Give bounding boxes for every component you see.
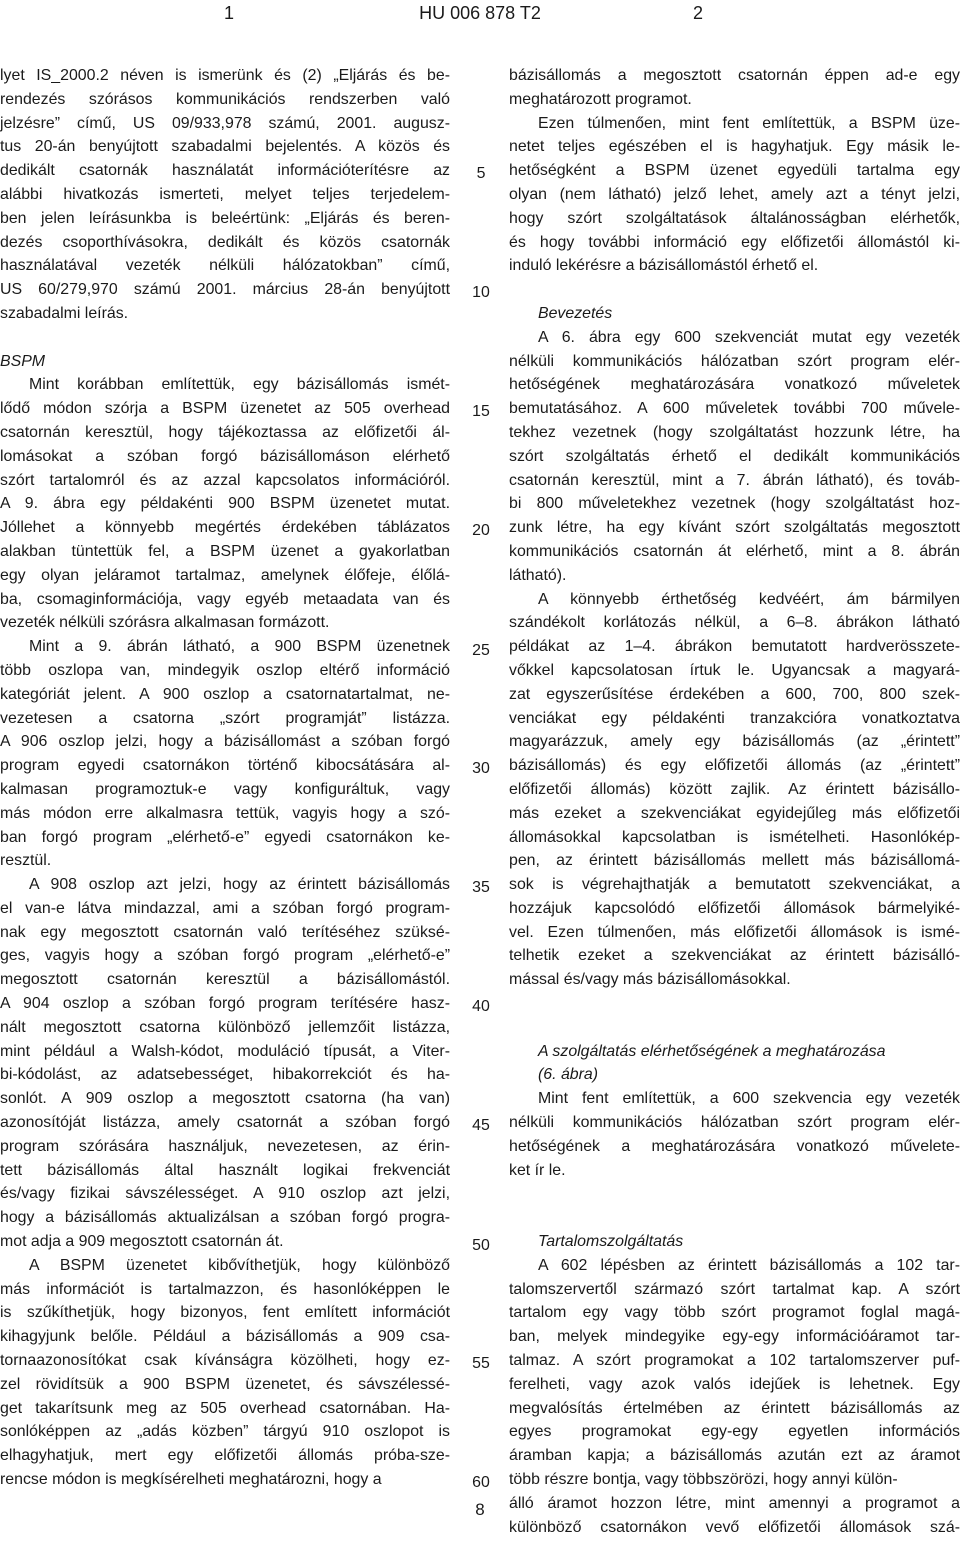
text-line: talmaz. A szórt programokat a 102 tartalomszerver puf- — [509, 1352, 960, 1370]
text-line: olyan (nem látható) jelző lehet, amely azt a tényt jelzi, — [509, 185, 960, 203]
text-line: több részre bontja, vagy többszörözi, hogy annyi külön- — [509, 1471, 898, 1489]
text-line: Mint korábban említettük, egy bázisállomás ismét- — [29, 376, 450, 394]
line-number: 55 — [472, 1355, 490, 1372]
text-line: szabadalmi leírás. — [0, 304, 129, 322]
text-line: A 9. ábra egy példakénti 900 BSPM üzenetet mutat. — [0, 495, 450, 513]
text-line: hetőségének meghatározására vonatkozó műveletek — [509, 376, 960, 394]
text-line: vőkkel kapcsolatosan írtuk le. Ugyancsak a magyará- — [509, 661, 960, 679]
text-line — [509, 278, 960, 302]
text-line: mint például a Walsh-kódot, moduláció típusát, a Viter- — [0, 1042, 450, 1060]
text-line: jelzésre” című, US 09/933,978 számú, 2001. augusz- — [0, 114, 450, 132]
text-line: hogy a bázisállomás aktualizálsan a szóban forgó progra- — [0, 1209, 450, 1227]
text-line: különböző csatornákon vevő előfizetői állomások szá- — [509, 1518, 960, 1536]
text-line: példákat az 1–4. ábrákon bemutatott hardverösszete- — [509, 638, 960, 656]
text-line: tartalom egy vagy több szórt programot foglal magá- — [509, 1304, 960, 1322]
line-number: 35 — [472, 879, 490, 896]
text-line — [509, 992, 960, 1016]
text-line: is szűkíthetjük, hogy bizonyos, fent említett információt — [0, 1304, 450, 1322]
text-line: bemutatásához. A 600 műveletek további 700 művele- — [509, 400, 960, 418]
text-line: nált megosztott csatorna különböző jellemzőit listázza, — [0, 1018, 450, 1036]
text-line: szórt tartalomról és az azzal kapcsolatos információról. — [0, 471, 450, 489]
text-line: kategóriát jelent. A 900 oszlop a csatornatartalmat, ne- — [0, 685, 450, 703]
text-line: szándékolt korlátozás nélkül, a 6–8. ábrákon látható — [509, 614, 960, 632]
text-line: kihagyjunk belőle. Például a bázisállomás a 909 csa- — [0, 1328, 450, 1346]
text-line: US 60/279,970 számú 2001. március 28-án benyújtott — [0, 281, 450, 299]
text-line: csatornán keresztül, mint a 7. ábrán látható), és továb- — [509, 471, 960, 489]
line-number: 10 — [472, 284, 490, 301]
text-line: el van-e látva mindazzal, ami a szóban forgó program- — [0, 899, 450, 917]
text-line: állomásokkal kapcsolatban is ismételheti. Hasonlókép- — [509, 828, 960, 846]
text-line — [509, 1016, 960, 1040]
text-line: get takarítsunk meg az 505 overhead csatornában. Ha- — [0, 1399, 450, 1417]
text-line: több oszlopa van, mindegyik oszlop eltérő információ — [0, 661, 450, 679]
text-line: tekhez vezetnek (hogy szolgáltatást hozzunk létre, ha — [509, 423, 960, 441]
text-line: hozzájuk kapcsolódó előfizetői állomások bármelyiké- — [509, 899, 960, 917]
text-line: ket ír le. — [509, 1161, 566, 1179]
text-line: Mint fent említettük, a 600 szekvencia egy vezeték — [538, 1090, 960, 1108]
text-line: tus 20-án benyújtott szabadalmi bejelentés. A közös és — [0, 138, 450, 156]
text-line: program szórására használjuk, nevezetesen, az érin- — [0, 1137, 450, 1155]
text-line: nak egy megosztott csatornán való terítéséhez szüksé- — [0, 923, 450, 941]
text-line: szórt szolgáltatás érhető el dedikált kommunikációs — [509, 447, 960, 465]
text-line: elhagyhatjuk, mert egy előfizetői állomás próba-sze- — [0, 1447, 450, 1465]
header-page-left: 1 — [224, 3, 235, 23]
line-number: 20 — [472, 522, 490, 539]
text-line: más információt is tartalmazzon, és hasonlóképpen le — [0, 1280, 450, 1298]
text-line: telhetik ezeket a szekvenciákat az érintett bázisálló- — [509, 947, 960, 965]
text-line: ban, melyek mindegyike egy-egy információáramot tar- — [509, 1328, 960, 1346]
header-patent-id: HU 006 878 T2 — [419, 3, 541, 23]
text-line: tett bázisállomás által használt logikai frekvenciát — [0, 1161, 450, 1179]
text-line: resztül. — [0, 852, 52, 870]
text-line: pen, az érintett bázisállomás mellett más bázisállomá- — [509, 852, 960, 870]
text-line: mot adja a 909 megosztott csatornán át. — [0, 1233, 284, 1251]
header-page-right: 2 — [693, 3, 704, 23]
line-number: 50 — [472, 1237, 490, 1254]
text-line: sonlóképpen az „adás közben” tárgyú 910 oszlopot is — [0, 1423, 450, 1441]
text-line: A 906 oszlop jelzi, hogy a bázisállomást a szóban forgó — [0, 733, 450, 751]
text-line: más ezeket a szekvenciákat egyidejűleg más előfizetői — [509, 804, 960, 822]
text-line: magyarázzuk, amely egy bázisállomás (az „érintett” — [509, 733, 960, 751]
text-line: alábbi hivatkozás ismerteti, melyet teljes terjedelem- — [0, 185, 450, 203]
line-number: 5 — [476, 165, 486, 182]
text-line: tornaazonosítókat csak kívánságra közölheti, hogy ez- — [0, 1352, 450, 1370]
text-line: hogy szórt szolgáltatások általánosságban elérhetők, — [509, 209, 960, 227]
text-line: dedikált csatornák használatát információterítésre az — [0, 162, 450, 180]
text-line: A 904 oszlop a szóban forgó program terítésére hasz- — [0, 995, 450, 1013]
text-line: hetőségként a BSPM üzenet egyedüli tartalma egy — [509, 162, 960, 180]
text-line: induló lekérésre a bázisállomástól érhető el. — [509, 257, 819, 275]
text-line: talomszervertől származó szórt tartalmat kap. A szórt — [509, 1280, 960, 1298]
text-line: bázisállomás a megosztott csatornán éppen ad-e egy — [509, 67, 960, 84]
text-line: venciákat egy példakénti tranzakcióra vonatkoztatva — [509, 709, 960, 727]
text-line: zunk létre, ha egy kívánt szórt szolgáltatás megosztott — [509, 519, 960, 537]
text-line: zat egyszerűsítése érdekében a 600, 700, 800 szek- — [509, 685, 960, 703]
text-line: kalmasan programoztuk-e vagy konfiguráltuk, vagy — [0, 780, 450, 798]
text-line: más módon erre alkalmasra tettük, vagyis hogy a szó- — [0, 804, 450, 822]
text-line: látható). — [509, 566, 567, 584]
text-line: A 908 oszlop azt jelzi, hogy az érintett bázisállomás — [29, 876, 450, 894]
text-line — [0, 326, 450, 350]
text-line: meghatározott programot. — [509, 90, 692, 108]
line-number: 15 — [472, 403, 490, 420]
text-line: és hogy további információ egy előfizetői állomástól ki- — [509, 233, 960, 251]
text-line: A 6. ábra egy 600 szekvenciát mutat egy vezeték — [538, 328, 960, 346]
text-line: rencse módon is megkísérelheti meghatározni, hogy a — [0, 1471, 382, 1489]
text-line: ban forgó program „elérhető-e” egyedi csatornákon ke- — [0, 828, 450, 846]
text-line: nélküli kommunikációs hálózatban szórt program elér- — [509, 1114, 960, 1132]
right-text-column — [509, 64, 960, 1539]
text-line: Ezen túlmenően, mint fent említettük, a BSPM üze- — [538, 114, 960, 132]
text-line: hetőségének a meghatározására vonatkozó művelete- — [509, 1137, 960, 1155]
text-line: megosztott csatornán keresztül a bázisállomástól. — [0, 971, 450, 989]
text-line: lomásokat a szóban forgó bázisállomáson elérhető — [0, 447, 450, 465]
text-line: áramban kapja; a bázisállomás azután ezt az áramot — [509, 1447, 960, 1465]
text-line — [509, 1182, 960, 1206]
text-line: A 602 lépésben az érintett bázisállomás a 102 tar- — [538, 1256, 960, 1274]
text-line: Jóllehet a könnyebb megértés érdekében táblázatos — [0, 519, 450, 537]
text-line: vezeték nélküli szórásra alkalmasan formázott. — [0, 614, 330, 632]
left-text-column — [0, 64, 450, 1492]
text-line: sonlót. A 909 oszlop a megosztott csatorna (ha van) — [0, 1090, 450, 1108]
text-line: egy olyan jeláramot tartalmaz, amelynek élőfeje, élőlá- — [0, 566, 450, 584]
footer-page-number: 8 — [475, 1500, 485, 1519]
text-line: A BSPM üzenetet kibővíthetjük, hogy különböző — [29, 1256, 450, 1274]
text-line: kommunikációs csatornán át elérhető, mint a 8. ábrán — [509, 542, 960, 560]
text-line: egyes programokat egy-egy egyetlen információs — [509, 1423, 960, 1441]
text-line: csatornán keresztül, hogy tájékoztassa az előfizetői ál- — [0, 423, 450, 441]
text-line: dezés csoporthívásokra, dedikált és közös csatornák — [0, 233, 450, 251]
text-line: A könnyebb érthetőség kedvéért, ám bármilyen — [538, 590, 960, 608]
line-number: 40 — [472, 998, 490, 1015]
line-number: 25 — [472, 642, 490, 659]
text-line: zel rövidítsük a 900 BSPM üzenetet, és sávszélessé- — [0, 1375, 450, 1393]
text-line: mással és/vagy más bázisállomásokkal. — [509, 971, 791, 989]
text-line: és/vagy fizikai sávszélességet. A 910 oszlop azt jelzi, — [0, 1185, 450, 1203]
text-line: BSPM — [0, 352, 46, 370]
line-number: 45 — [472, 1117, 490, 1134]
text-line: alakban tüntettük fel, a BSPM üzenet a gyakorlatban — [0, 542, 450, 560]
line-number: 30 — [472, 760, 490, 777]
text-line: Bevezetés — [538, 304, 613, 322]
text-line: Mint a 9. ábrán látható, a 900 BSPM üzenetnek — [29, 638, 450, 656]
text-line: vel. Ezen túlmenően, más előfizetői állomások is ismé- — [509, 923, 960, 941]
text-line: A szolgáltatás elérhetőségének a meghatározása — [538, 1042, 886, 1060]
text-line: álló áramot hozzon létre, mint amennyi a programot a — [509, 1494, 960, 1512]
text-line: előfizetői állomás) között zajlik. Az érintett bázisállo- — [509, 780, 960, 798]
text-line: program egyedi csatornákon történő kibocsátására al- — [0, 757, 450, 775]
text-line: sok is végrehajthatják a bemutatott szekvenciákat, a — [509, 876, 960, 894]
text-line: ba, csomaginformációja, vagy egyéb metaadata van és — [0, 590, 450, 608]
text-line — [509, 1206, 960, 1230]
text-line: megvalósítás értelmében az érintett bázisállomás az — [509, 1399, 960, 1417]
text-line: ben jelen leírásunkba is beleértünk: „Eljárás és beren- — [0, 209, 450, 227]
text-line: lyet IS_2000.2 néven is ismerünk és (2) „Eljárás és be- — [0, 67, 450, 84]
text-line: Tartalomszolgáltatás — [538, 1233, 684, 1251]
line-number: 60 — [472, 1474, 490, 1491]
text-line: lődő módon szórja a BSPM üzenetet az 505 overhead — [0, 400, 450, 418]
text-line: vezetesen a csatorna „szórt programját” listázza. — [0, 709, 450, 727]
text-line: ferelheti, vagy azok valós idejűek is lehetnek. Egy — [509, 1375, 960, 1393]
text-line: ges, vagyis hogy a szóban forgó program „elérhető-e” — [0, 947, 450, 965]
text-line: rendezés szórásos kommunikációs rendszerben való — [0, 90, 450, 108]
text-line: használatával vezeték nélküli hálózatokban” című, — [0, 257, 450, 275]
text-line: nélküli kommunikációs hálózatban szórt program elér- — [509, 352, 960, 370]
text-line: bi-kódolást, az adatsebességet, hibakorrekciót és ha- — [0, 1066, 450, 1084]
text-line: bázisállomás) és egy előfizetői állomás (az „érintett” — [509, 757, 960, 775]
text-line: bi 800 műveletekhez vezetnek (hogy szolgáltatást hoz- — [509, 495, 960, 513]
text-line: azonosítóját listázza, amely csatornát a szóban forgó — [0, 1114, 450, 1132]
text-line: (6. ábra) — [538, 1066, 599, 1084]
text-line: netet teljes egészében el is hagyhatjuk. Egy másik le- — [509, 138, 960, 156]
